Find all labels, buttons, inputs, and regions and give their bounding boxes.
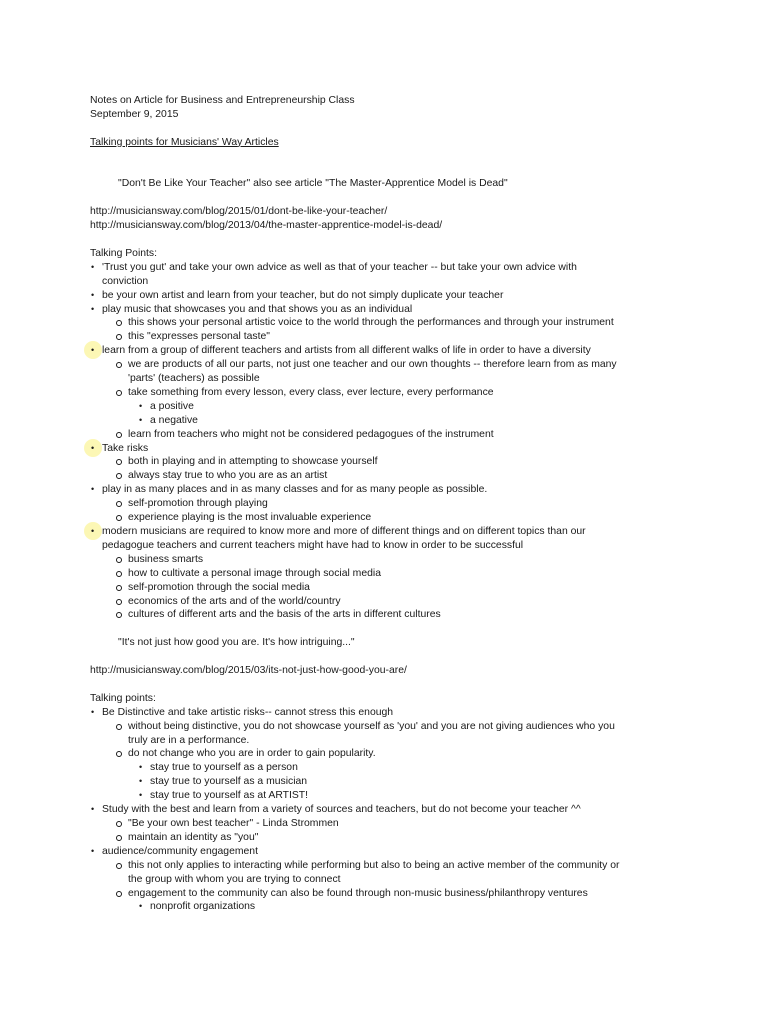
list-item: this "expresses personal taste" xyxy=(90,330,690,344)
document-title: Notes on Article for Business and Entrepreneurship Class xyxy=(90,95,355,106)
list-item: this shows your personal artistic voice to the world through the performances and through your instrument xyxy=(90,316,690,330)
document-date: September 9, 2015 xyxy=(90,108,179,120)
list-item: • a negative xyxy=(90,414,690,428)
list-item: self-promotion through the social media xyxy=(90,581,690,595)
article1-list xyxy=(90,261,690,623)
list-item: economics of the arts and of the world/country xyxy=(90,595,690,609)
list-item: • play in as many places and in as many classes and for as many people as possible. xyxy=(90,483,690,497)
section-heading: Talking points for Musicians' Way Articles xyxy=(90,136,279,148)
list-item: • be your own artist and learn from your teacher, but do not simply duplicate your teacher xyxy=(90,289,690,303)
list-item: • stay true to yourself as a person xyxy=(90,761,690,775)
list-item: • a positive xyxy=(90,400,690,414)
article2-list xyxy=(90,706,690,915)
list-item: experience playing is the most invaluable experience xyxy=(90,511,690,525)
article2-talking-points-label: Talking points: xyxy=(90,692,156,704)
list-item: take something from every lesson, every class, ever lecture, every performance xyxy=(90,386,690,400)
list-item: • audience/community engagement xyxy=(90,845,690,859)
article1-talking-points-label: Talking Points: xyxy=(90,247,157,259)
article2-url[interactable]: http://musiciansway.com/blog/2015/03/its-not-just-how-good-you-are/ xyxy=(90,665,407,677)
article1-url-2[interactable]: http://musiciansway.com/blog/2013/04/the-master-apprentice-model-is-dead/ xyxy=(90,220,443,232)
list-item: • nonprofit organizations xyxy=(90,900,690,914)
list-item: we are products of all our parts, not just one teacher and our own thoughts -- therefore learn from as many 'parts' (teachers) as possible xyxy=(90,358,690,386)
document-page xyxy=(90,94,690,914)
list-item: • stay true to yourself as a musician xyxy=(90,775,690,789)
article1-url-1[interactable]: http://musiciansway.com/blog/2015/01/dont-be-like-your-teacher/ xyxy=(90,206,388,218)
list-item: • Take risks xyxy=(90,442,690,456)
list-item: cultures of different arts and the basis of the arts in different cultures xyxy=(90,608,690,622)
list-item: • Study with the best and learn from a variety of sources and teachers, but do not become your teacher ^^ xyxy=(90,803,690,817)
article2-title: "It's not just how good you are. It's how intriguing..." xyxy=(118,637,355,649)
list-item: • modern musicians are required to know more and more of different things and on different topics than our pedagogue teachers and current teachers might have had to know in order to be successful xyxy=(90,525,690,553)
list-item: "Be your own best teacher" - Linda Strommen xyxy=(90,817,690,831)
list-item: without being distinctive, you do not showcase yourself as 'you' and you are not giving audiences who you truly are in a performance. xyxy=(90,720,690,748)
list-item: • 'Trust you gut' and take your own advice as well as that of your teacher -- but take your own advice with conviction xyxy=(90,261,690,289)
list-item: • learn from a group of different teachers and artists from all different walks of life in order to have a diversity xyxy=(90,344,690,358)
list-item: both in playing and in attempting to showcase yourself xyxy=(90,455,690,469)
list-item: learn from teachers who might not be considered pedagogues of the instrument xyxy=(90,428,690,442)
list-item: • play music that showcases you and that shows you as an individual xyxy=(90,303,690,317)
list-item: • Be Distinctive and take artistic risks-- cannot stress this enough xyxy=(90,706,690,720)
list-item: always stay true to who you are as an artist xyxy=(90,469,690,483)
list-item: maintain an identity as "you" xyxy=(90,831,690,845)
list-item: engagement to the community can also be found through non-music business/philanthropy ventures xyxy=(90,887,690,901)
list-item: business smarts xyxy=(90,553,690,567)
list-item: do not change who you are in order to gain popularity. xyxy=(90,747,690,761)
article1-title: "Don't Be Like Your Teacher" also see article "The Master-Apprentice Model is Dead" xyxy=(118,178,508,190)
list-item: self-promotion through playing xyxy=(90,497,690,511)
list-item: this not only applies to interacting while performing but also to being an active member of the community or the group with whom you are trying to connect xyxy=(90,859,690,887)
list-item: how to cultivate a personal image through social media xyxy=(90,567,690,581)
list-item: • stay true to yourself as at ARTIST! xyxy=(90,789,690,803)
